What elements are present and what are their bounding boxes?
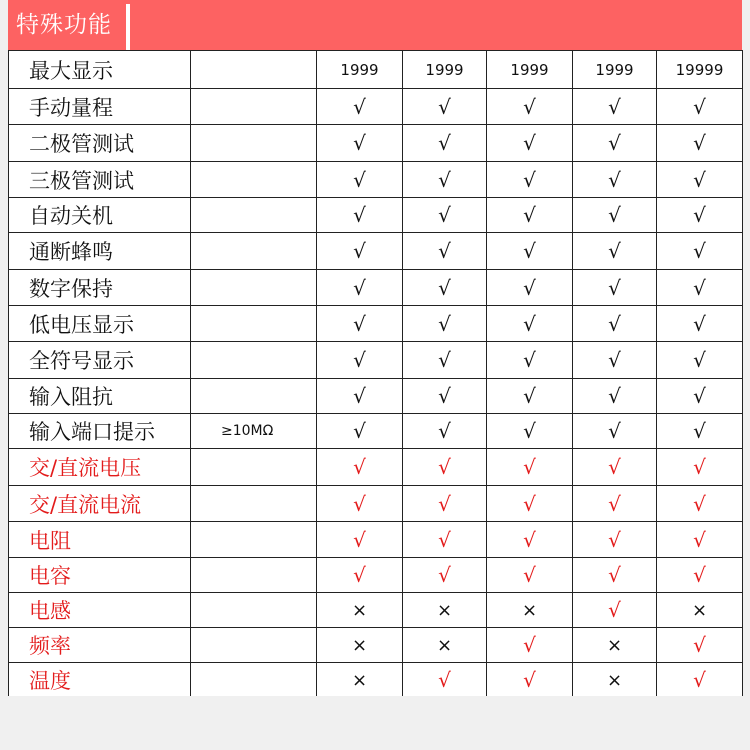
model-cell bbox=[487, 663, 573, 698]
feature-note bbox=[191, 125, 317, 162]
model-cell bbox=[487, 593, 573, 628]
table-row bbox=[9, 270, 743, 306]
check-icon: √ bbox=[353, 239, 366, 263]
table-row bbox=[9, 486, 743, 522]
check-icon: √ bbox=[438, 131, 451, 155]
model-cell bbox=[487, 162, 573, 198]
feature-note bbox=[191, 628, 317, 663]
model-cell bbox=[317, 663, 403, 698]
check-icon: √ bbox=[353, 311, 366, 336]
model-cell bbox=[657, 51, 743, 89]
model-cell bbox=[573, 414, 657, 449]
model-cell bbox=[403, 306, 487, 342]
check-icon: √ bbox=[608, 275, 621, 300]
model-cell bbox=[403, 342, 487, 379]
table-row bbox=[9, 449, 743, 486]
model-cell bbox=[403, 233, 487, 270]
check-icon: √ bbox=[523, 275, 536, 300]
feature-note bbox=[191, 558, 317, 593]
model-cell bbox=[487, 379, 573, 414]
check-icon: √ bbox=[693, 131, 706, 155]
check-icon: √ bbox=[438, 275, 451, 300]
feature-note bbox=[191, 663, 317, 698]
model-cell bbox=[317, 449, 403, 486]
feature-table-wrap bbox=[8, 50, 742, 698]
table-row bbox=[9, 162, 743, 198]
model-cell bbox=[657, 306, 743, 342]
check-icon: √ bbox=[523, 94, 536, 119]
feature-note: ≥10MΩ bbox=[191, 414, 317, 449]
model-cell bbox=[403, 522, 487, 558]
check-icon: √ bbox=[438, 94, 451, 119]
check-icon: √ bbox=[693, 633, 706, 657]
check-icon: √ bbox=[693, 563, 706, 587]
check-icon: √ bbox=[608, 348, 621, 372]
check-icon: √ bbox=[523, 563, 536, 587]
model-cell bbox=[657, 379, 743, 414]
table-row bbox=[9, 663, 743, 698]
feature-label: 自动关机 bbox=[9, 198, 191, 233]
table-row bbox=[9, 233, 743, 270]
title-divider bbox=[126, 4, 130, 50]
model-cell bbox=[317, 628, 403, 663]
model-cell bbox=[657, 486, 743, 522]
model-cell bbox=[487, 449, 573, 486]
table-row bbox=[9, 306, 743, 342]
check-icon: √ bbox=[693, 419, 706, 443]
max-display-value: 1999 bbox=[595, 60, 634, 79]
feature-note bbox=[191, 593, 317, 628]
table-row bbox=[9, 89, 743, 125]
feature-note bbox=[191, 379, 317, 414]
feature-label: 全符号显示 bbox=[9, 342, 191, 379]
model-cell bbox=[487, 486, 573, 522]
model-cell bbox=[487, 522, 573, 558]
check-icon: √ bbox=[353, 491, 366, 516]
feature-label: 电容 bbox=[9, 558, 191, 593]
model-cell bbox=[657, 449, 743, 486]
model-cell bbox=[657, 342, 743, 379]
feature-note bbox=[191, 89, 317, 125]
check-icon: √ bbox=[693, 239, 706, 263]
table-row bbox=[9, 342, 743, 379]
model-cell bbox=[657, 89, 743, 125]
model-cell bbox=[317, 198, 403, 233]
model-cell bbox=[317, 522, 403, 558]
check-icon: √ bbox=[353, 419, 366, 443]
feature-table bbox=[8, 50, 743, 698]
check-icon: √ bbox=[523, 239, 536, 263]
model-cell bbox=[573, 558, 657, 593]
model-cell bbox=[657, 558, 743, 593]
model-cell bbox=[657, 593, 743, 628]
check-icon: √ bbox=[523, 131, 536, 155]
check-icon: √ bbox=[523, 455, 536, 479]
check-icon: √ bbox=[523, 203, 536, 227]
check-icon: √ bbox=[693, 527, 706, 552]
model-cell bbox=[317, 51, 403, 89]
max-display-value: 19999 bbox=[675, 60, 724, 79]
feature-label: 低电压显示 bbox=[9, 306, 191, 342]
section-title: 特殊功能 bbox=[16, 12, 112, 38]
feature-label: 数字保持 bbox=[9, 270, 191, 306]
check-icon: √ bbox=[438, 167, 451, 192]
model-cell bbox=[657, 233, 743, 270]
check-icon: √ bbox=[438, 384, 451, 408]
model-cell bbox=[573, 51, 657, 89]
check-icon: √ bbox=[438, 419, 451, 443]
model-cell bbox=[573, 233, 657, 270]
check-icon: √ bbox=[353, 94, 366, 119]
check-icon: √ bbox=[353, 455, 366, 479]
feature-note bbox=[191, 486, 317, 522]
model-cell bbox=[657, 663, 743, 698]
check-icon: √ bbox=[353, 563, 366, 587]
model-cell bbox=[573, 486, 657, 522]
check-icon: √ bbox=[438, 527, 451, 552]
check-icon: √ bbox=[608, 131, 621, 155]
model-cell bbox=[317, 414, 403, 449]
model-cell bbox=[403, 558, 487, 593]
section-header bbox=[8, 0, 742, 50]
feature-label: 二极管测试 bbox=[9, 125, 191, 162]
table-row bbox=[9, 198, 743, 233]
table-row bbox=[9, 522, 743, 558]
check-icon: √ bbox=[693, 203, 706, 227]
cross-icon: × bbox=[691, 599, 708, 621]
model-cell bbox=[573, 593, 657, 628]
model-cell bbox=[487, 125, 573, 162]
model-cell bbox=[403, 125, 487, 162]
model-cell bbox=[487, 89, 573, 125]
check-icon: √ bbox=[693, 311, 706, 336]
model-cell bbox=[487, 558, 573, 593]
model-cell bbox=[573, 270, 657, 306]
feature-note bbox=[191, 522, 317, 558]
check-icon: √ bbox=[608, 94, 621, 119]
cross-icon: × bbox=[606, 669, 623, 691]
model-cell bbox=[657, 522, 743, 558]
feature-note bbox=[191, 51, 317, 89]
model-cell bbox=[487, 233, 573, 270]
check-icon: √ bbox=[693, 668, 706, 692]
model-cell bbox=[657, 125, 743, 162]
check-icon: √ bbox=[608, 203, 621, 227]
table-row bbox=[9, 414, 743, 449]
check-icon: √ bbox=[693, 455, 706, 479]
check-icon: √ bbox=[353, 348, 366, 372]
table-row bbox=[9, 593, 743, 628]
check-icon: √ bbox=[523, 527, 536, 552]
model-cell bbox=[317, 270, 403, 306]
model-cell bbox=[317, 342, 403, 379]
check-icon: √ bbox=[608, 384, 621, 408]
check-icon: √ bbox=[438, 455, 451, 479]
model-cell bbox=[403, 449, 487, 486]
model-cell bbox=[403, 486, 487, 522]
feature-label: 手动量程 bbox=[9, 89, 191, 125]
check-icon: √ bbox=[608, 563, 621, 587]
model-cell bbox=[487, 342, 573, 379]
model-cell bbox=[317, 89, 403, 125]
feature-label: 电感 bbox=[9, 593, 191, 628]
max-display-value: 1999 bbox=[425, 60, 464, 79]
model-cell bbox=[573, 628, 657, 663]
check-icon: √ bbox=[523, 167, 536, 192]
feature-label: 交/直流电压 bbox=[9, 449, 191, 486]
model-cell bbox=[657, 628, 743, 663]
model-cell bbox=[573, 306, 657, 342]
model-cell bbox=[317, 593, 403, 628]
model-cell bbox=[573, 198, 657, 233]
table-row bbox=[9, 125, 743, 162]
check-icon: √ bbox=[438, 348, 451, 372]
check-icon: √ bbox=[693, 94, 706, 119]
model-cell bbox=[317, 558, 403, 593]
model-cell bbox=[317, 125, 403, 162]
model-cell bbox=[317, 162, 403, 198]
check-icon: √ bbox=[608, 455, 621, 479]
model-cell bbox=[657, 414, 743, 449]
feature-note bbox=[191, 306, 317, 342]
model-cell bbox=[487, 628, 573, 663]
table-row bbox=[9, 379, 743, 414]
check-icon: √ bbox=[608, 491, 621, 516]
model-cell bbox=[403, 379, 487, 414]
check-icon: √ bbox=[523, 348, 536, 372]
check-icon: √ bbox=[353, 131, 366, 155]
check-icon: √ bbox=[608, 527, 621, 552]
check-icon: √ bbox=[438, 491, 451, 516]
model-cell bbox=[573, 663, 657, 698]
check-icon: √ bbox=[523, 419, 536, 443]
model-cell bbox=[657, 162, 743, 198]
check-icon: √ bbox=[438, 239, 451, 263]
bottom-margin bbox=[0, 696, 750, 750]
feature-note bbox=[191, 233, 317, 270]
model-cell bbox=[403, 593, 487, 628]
model-cell bbox=[403, 663, 487, 698]
feature-label: 温度 bbox=[9, 663, 191, 698]
model-cell bbox=[487, 51, 573, 89]
model-cell bbox=[403, 89, 487, 125]
check-icon: √ bbox=[353, 167, 366, 192]
cross-icon: × bbox=[351, 669, 368, 691]
model-cell bbox=[487, 306, 573, 342]
model-cell bbox=[403, 628, 487, 663]
feature-label: 输入阻抗 bbox=[9, 379, 191, 414]
check-icon: √ bbox=[523, 491, 536, 516]
check-icon: √ bbox=[608, 598, 621, 622]
check-icon: √ bbox=[523, 384, 536, 408]
model-cell bbox=[317, 306, 403, 342]
check-icon: √ bbox=[438, 311, 451, 336]
feature-note bbox=[191, 198, 317, 233]
feature-label: 频率 bbox=[9, 628, 191, 663]
model-cell bbox=[487, 270, 573, 306]
model-cell bbox=[403, 51, 487, 89]
check-icon: √ bbox=[353, 527, 366, 552]
feature-label: 交/直流电流 bbox=[9, 486, 191, 522]
check-icon: √ bbox=[693, 384, 706, 408]
feature-label: 最大显示 bbox=[9, 51, 191, 89]
check-icon: √ bbox=[693, 348, 706, 372]
model-cell bbox=[573, 342, 657, 379]
feature-table-body bbox=[9, 51, 743, 698]
model-cell bbox=[403, 270, 487, 306]
model-cell bbox=[403, 198, 487, 233]
check-icon: √ bbox=[353, 384, 366, 408]
model-cell bbox=[657, 198, 743, 233]
feature-label: 三极管测试 bbox=[9, 162, 191, 198]
cross-icon: × bbox=[351, 634, 368, 656]
model-cell bbox=[573, 89, 657, 125]
model-cell bbox=[487, 198, 573, 233]
check-icon: √ bbox=[523, 311, 536, 336]
model-cell bbox=[573, 522, 657, 558]
feature-note bbox=[191, 342, 317, 379]
max-display-value: 1999 bbox=[340, 60, 379, 79]
feature-note bbox=[191, 449, 317, 486]
check-icon: √ bbox=[608, 419, 621, 443]
check-icon: √ bbox=[693, 491, 706, 516]
check-icon: √ bbox=[693, 275, 706, 300]
check-icon: √ bbox=[523, 633, 536, 657]
model-cell bbox=[657, 270, 743, 306]
check-icon: √ bbox=[438, 668, 451, 692]
cross-icon: × bbox=[606, 634, 623, 656]
cross-icon: × bbox=[351, 599, 368, 621]
check-icon: √ bbox=[353, 203, 366, 227]
model-cell bbox=[573, 379, 657, 414]
check-icon: √ bbox=[438, 563, 451, 587]
feature-label: 输入端口提示 bbox=[9, 414, 191, 449]
model-cell bbox=[317, 486, 403, 522]
feature-label: 通断蜂鸣 bbox=[9, 233, 191, 270]
check-icon: √ bbox=[353, 275, 366, 300]
check-icon: √ bbox=[523, 668, 536, 692]
feature-label: 电阻 bbox=[9, 522, 191, 558]
cross-icon: × bbox=[436, 599, 453, 621]
check-icon: √ bbox=[608, 167, 621, 192]
model-cell bbox=[573, 125, 657, 162]
check-icon: √ bbox=[693, 167, 706, 192]
cross-icon: × bbox=[521, 599, 538, 621]
model-cell bbox=[317, 233, 403, 270]
model-cell bbox=[403, 414, 487, 449]
model-cell bbox=[487, 414, 573, 449]
check-icon: √ bbox=[438, 203, 451, 227]
table-row bbox=[9, 628, 743, 663]
check-icon: √ bbox=[608, 311, 621, 336]
model-cell bbox=[573, 449, 657, 486]
cross-icon: × bbox=[436, 634, 453, 656]
model-cell bbox=[573, 162, 657, 198]
model-cell bbox=[403, 162, 487, 198]
model-cell bbox=[317, 379, 403, 414]
max-display-value: 1999 bbox=[510, 60, 549, 79]
feature-note bbox=[191, 270, 317, 306]
check-icon: √ bbox=[608, 239, 621, 263]
table-row bbox=[9, 558, 743, 593]
feature-note bbox=[191, 162, 317, 198]
table-row bbox=[9, 51, 743, 89]
